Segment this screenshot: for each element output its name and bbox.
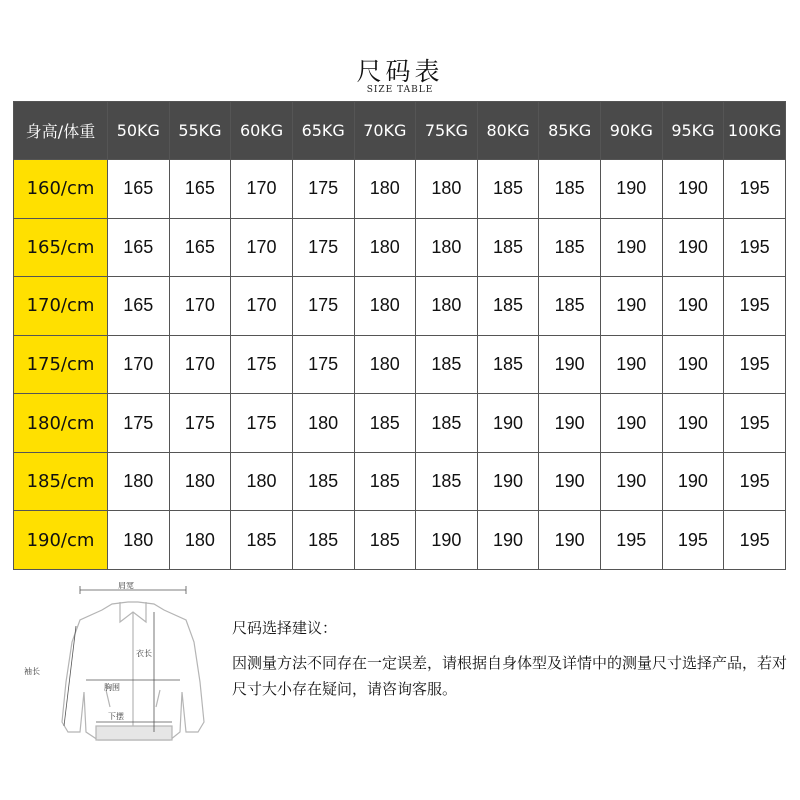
size-cell: 185 [477, 335, 539, 394]
size-cell: 185 [477, 218, 539, 277]
size-cell: 190 [539, 452, 601, 511]
length-label: 衣长 [136, 649, 152, 658]
height-cell: 185/cm [14, 452, 108, 511]
size-cell: 165 [169, 160, 231, 219]
column-header: 75KG [416, 102, 478, 160]
size-cell: 190 [539, 335, 601, 394]
size-cell: 190 [601, 335, 663, 394]
column-header: 95KG [662, 102, 724, 160]
size-cell: 190 [601, 218, 663, 277]
size-cell: 185 [416, 452, 478, 511]
size-cell: 180 [108, 452, 170, 511]
size-cell: 185 [539, 218, 601, 277]
size-cell: 195 [724, 335, 786, 394]
chest-label: 胸围 [104, 683, 120, 692]
size-cell: 175 [231, 335, 293, 394]
size-cell: 180 [108, 511, 170, 570]
size-cell: 175 [292, 160, 354, 219]
size-cell: 175 [108, 394, 170, 453]
size-cell: 185 [477, 277, 539, 336]
shoulder-label: 肩宽 [118, 582, 134, 590]
size-cell: 190 [662, 452, 724, 511]
size-cell: 170 [231, 277, 293, 336]
size-cell: 185 [477, 160, 539, 219]
column-header: 70KG [354, 102, 416, 160]
size-cell: 190 [477, 394, 539, 453]
size-cell: 180 [416, 160, 478, 219]
size-cell: 190 [662, 277, 724, 336]
size-cell: 190 [662, 335, 724, 394]
jacket-diagram [20, 582, 220, 752]
column-header: 90KG [601, 102, 663, 160]
size-cell: 170 [169, 335, 231, 394]
column-header: 55KG [169, 102, 231, 160]
size-cell: 195 [601, 511, 663, 570]
size-cell: 195 [662, 511, 724, 570]
size-cell: 175 [231, 394, 293, 453]
column-header: 65KG [292, 102, 354, 160]
size-cell: 175 [292, 277, 354, 336]
size-cell: 185 [416, 335, 478, 394]
size-table [13, 101, 786, 570]
size-cell: 175 [169, 394, 231, 453]
sleeve-label: 袖长 [24, 667, 40, 676]
height-cell: 170/cm [14, 277, 108, 336]
advice-title: 尺码选择建议： [232, 619, 338, 637]
size-cell: 170 [108, 335, 170, 394]
size-cell: 195 [724, 277, 786, 336]
size-cell: 180 [354, 335, 416, 394]
hem-label: 下摆 [108, 712, 124, 721]
size-cell: 170 [231, 160, 293, 219]
page-title: 尺码表 [356, 57, 444, 86]
size-cell: 185 [231, 511, 293, 570]
size-cell: 190 [662, 218, 724, 277]
size-cell: 190 [662, 160, 724, 219]
size-cell: 180 [169, 511, 231, 570]
column-header: 100KG [724, 102, 786, 160]
height-cell: 160/cm [14, 160, 108, 219]
table-row [14, 394, 786, 453]
size-cell: 180 [416, 218, 478, 277]
advice-body: 因测量方法不同存在一定误差，请根据自身体型及详情中的测量尺寸选择产品，若对尺寸大小存在疑问，请咨询客服。 [232, 654, 788, 698]
size-cell: 195 [724, 452, 786, 511]
size-cell: 165 [108, 218, 170, 277]
table-header-row [14, 102, 786, 160]
size-cell: 195 [724, 511, 786, 570]
size-cell: 180 [416, 277, 478, 336]
size-cell: 190 [601, 452, 663, 511]
size-cell: 190 [662, 394, 724, 453]
size-cell: 180 [231, 452, 293, 511]
size-cell: 185 [354, 394, 416, 453]
size-cell: 190 [601, 277, 663, 336]
column-header: 80KG [477, 102, 539, 160]
size-cell: 185 [292, 452, 354, 511]
size-cell: 180 [354, 218, 416, 277]
size-cell: 175 [292, 335, 354, 394]
size-cell: 190 [601, 160, 663, 219]
column-header: 50KG [108, 102, 170, 160]
size-cell: 170 [169, 277, 231, 336]
table-row [14, 160, 786, 219]
size-cell: 190 [539, 394, 601, 453]
table-corner-header: 身高/体重 [14, 102, 108, 160]
size-cell: 165 [108, 277, 170, 336]
size-cell: 165 [169, 218, 231, 277]
page-subtitle: SIZE TABLE [366, 85, 434, 95]
size-cell: 195 [724, 218, 786, 277]
size-cell: 190 [416, 511, 478, 570]
column-header: 85KG [539, 102, 601, 160]
size-cell: 175 [292, 218, 354, 277]
size-cell: 185 [416, 394, 478, 453]
size-cell: 170 [231, 218, 293, 277]
size-cell: 190 [477, 511, 539, 570]
table-row [14, 452, 786, 511]
size-cell: 180 [354, 160, 416, 219]
size-cell: 195 [724, 160, 786, 219]
height-cell: 175/cm [14, 335, 108, 394]
size-cell: 190 [539, 511, 601, 570]
table-row [14, 277, 786, 336]
size-cell: 185 [292, 511, 354, 570]
jacket-outline-icon [62, 602, 204, 740]
table-row [14, 511, 786, 570]
table-row [14, 218, 786, 277]
height-cell: 190/cm [14, 511, 108, 570]
size-cell: 190 [477, 452, 539, 511]
size-cell: 185 [539, 160, 601, 219]
size-cell: 180 [354, 277, 416, 336]
size-cell: 180 [169, 452, 231, 511]
height-cell: 165/cm [14, 218, 108, 277]
size-cell: 165 [108, 160, 170, 219]
size-cell: 185 [354, 452, 416, 511]
height-cell: 180/cm [14, 394, 108, 453]
size-cell: 195 [724, 394, 786, 453]
table-row [14, 335, 786, 394]
size-cell: 185 [354, 511, 416, 570]
column-header: 60KG [231, 102, 293, 160]
table-body [14, 160, 786, 570]
size-cell: 180 [292, 394, 354, 453]
size-cell: 185 [539, 277, 601, 336]
size-cell: 190 [601, 394, 663, 453]
